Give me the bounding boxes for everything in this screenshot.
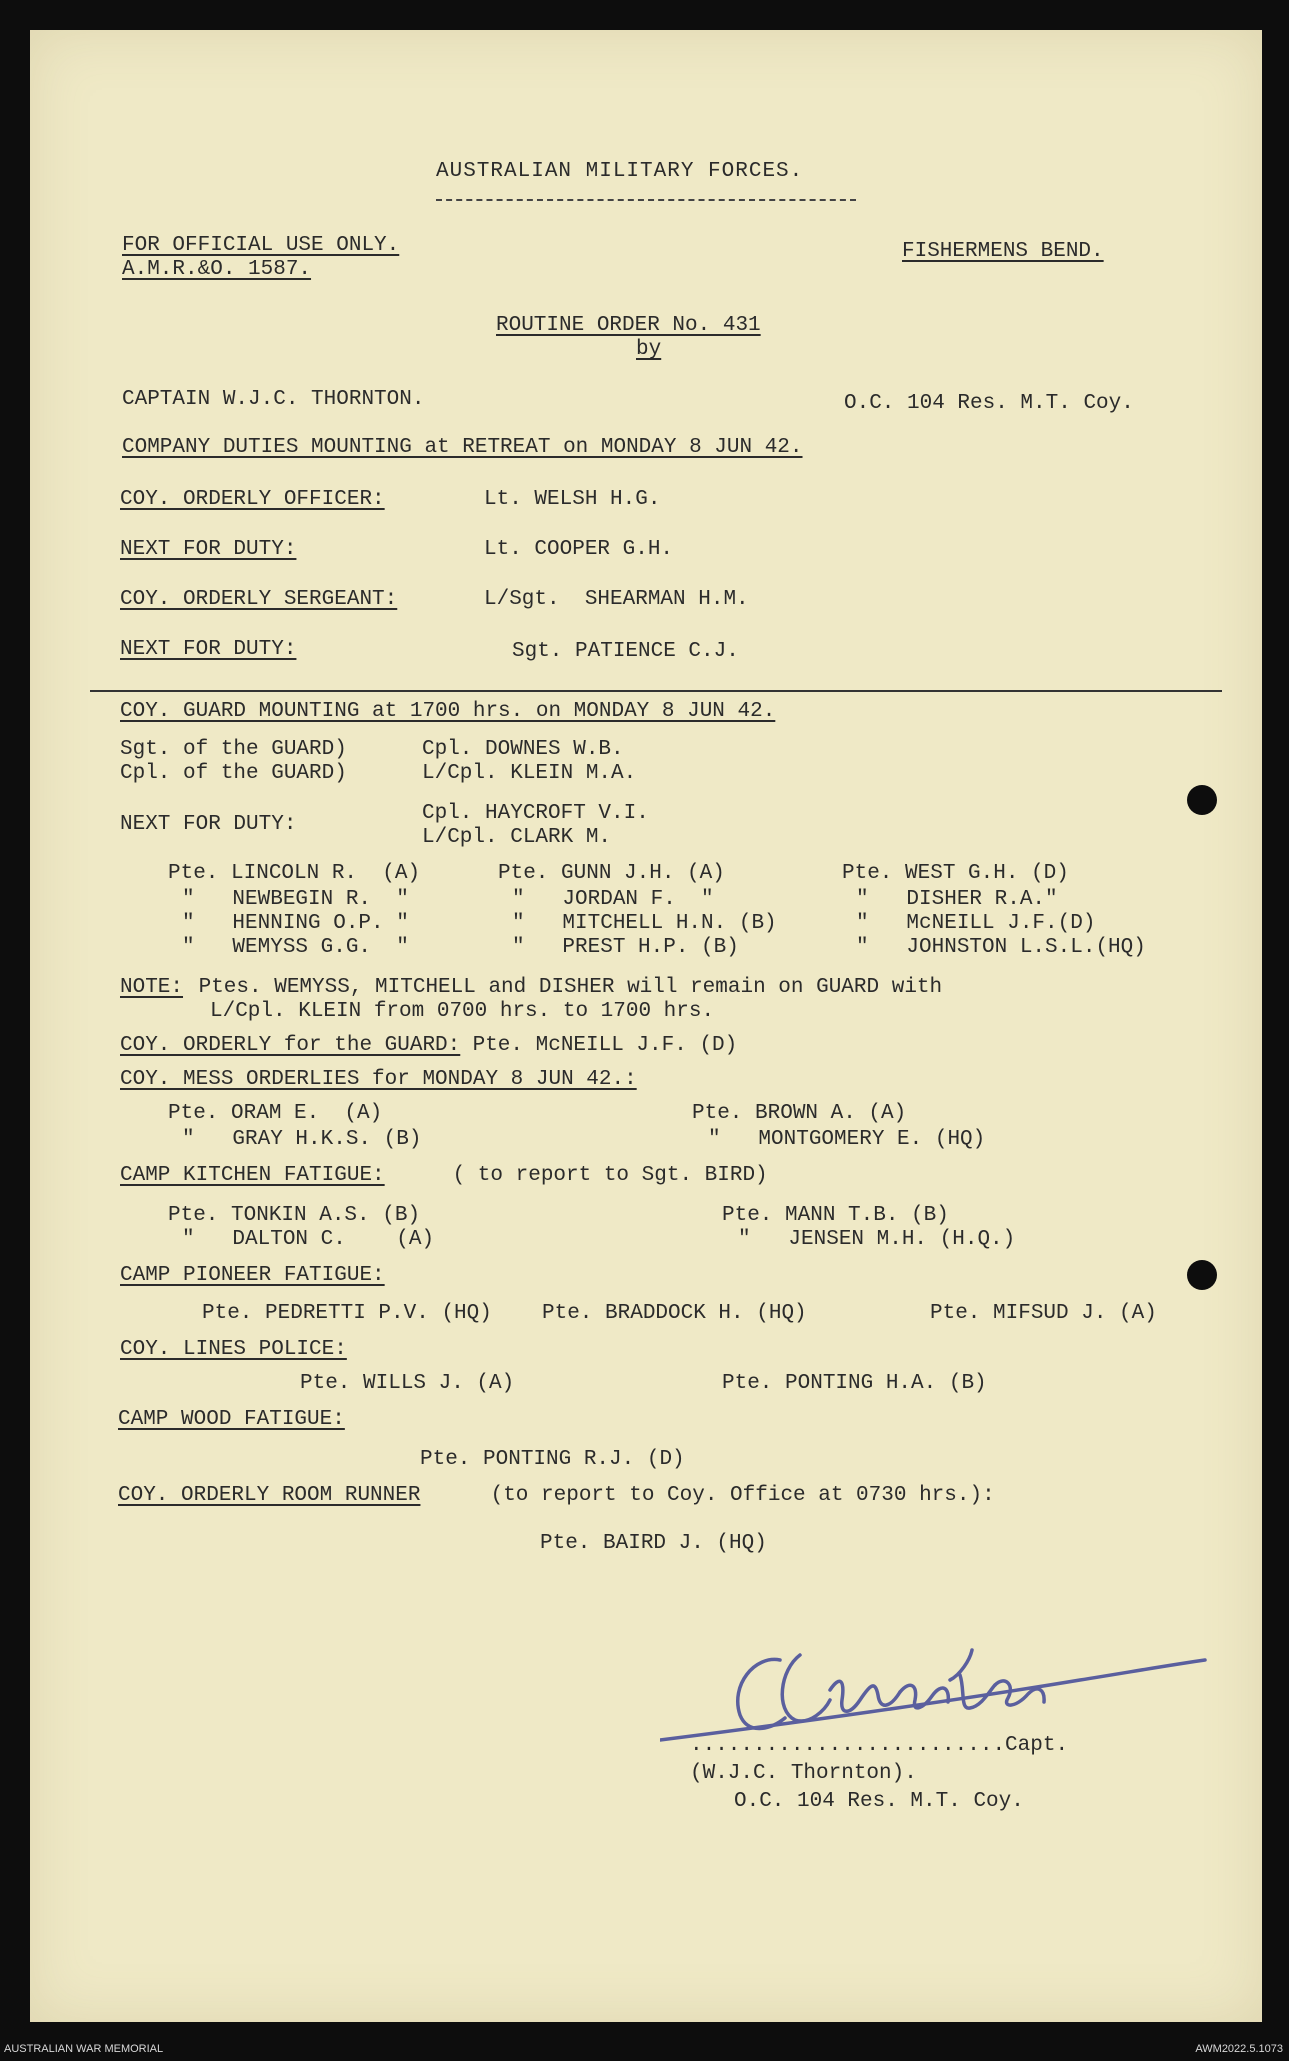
- pte-entry: " JOHNSTON L.S.L.(HQ): [856, 936, 1146, 959]
- kitchen-right-2: " JENSEN M.H. (H.Q.): [738, 1228, 1016, 1251]
- runner-label: COY. ORDERLY ROOM RUNNER: [118, 1484, 421, 1507]
- mess-left-1: Pte. ORAM E. (A): [168, 1102, 383, 1125]
- kitchen-note: ( to report to Sgt. BIRD): [440, 1164, 768, 1187]
- pte-entry: " McNEILL J.F.(D): [856, 912, 1096, 935]
- routine-order-number: ROUTINE ORDER No. 431: [496, 314, 761, 337]
- wood-entry: Pte. PONTING R.J. (D): [420, 1448, 685, 1471]
- company-duties-heading: COMPANY DUTIES MOUNTING at RETREAT on MONDAY 8 JUN 42.: [122, 436, 803, 459]
- oc-designation: O.C. 104 Res. M.T. Coy.: [844, 392, 1134, 415]
- pte-entry: Pte. WEST G.H. (D): [842, 862, 1069, 885]
- document-title: AUSTRALIAN MILITARY FORCES.: [436, 160, 804, 183]
- duty-label-orderly-sergeant: COY. ORDERLY SERGEANT:: [120, 588, 398, 611]
- signature-dots-line: .........................Capt.: [690, 1734, 1069, 1757]
- kitchen-left-1: Pte. TONKIN A.S. (B): [168, 1204, 421, 1227]
- guard-corporal-value: L/Cpl. KLEIN M.A.: [422, 762, 637, 785]
- guard-next-value-1: Cpl. HAYCROFT V.I.: [422, 802, 649, 825]
- duty-label-orderly-officer: COY. ORDERLY OFFICER:: [120, 488, 385, 511]
- note-label: NOTE:: [120, 976, 184, 999]
- guard-sergeant-value: Cpl. DOWNES W.B.: [422, 738, 624, 761]
- duty-value-next-sergeant: Sgt. PATIENCE C.J.: [512, 640, 739, 663]
- pte-entry: " MITCHELL H.N. (B): [512, 912, 777, 935]
- pioneer-entry-1: Pte. PEDRETTI P.V. (HQ): [202, 1302, 492, 1325]
- pte-entry: " JORDAN F. ": [512, 888, 714, 911]
- pioneer-entry-2: Pte. BRADDOCK H. (HQ): [542, 1302, 807, 1325]
- duty-label-next-sergeant: NEXT FOR DUTY:: [120, 638, 297, 661]
- signatory-name: (W.J.C. Thornton).: [690, 1762, 917, 1785]
- order-by: by: [636, 338, 662, 361]
- pte-entry: Pte. GUNN J.H. (A): [498, 862, 725, 885]
- duty-value-orderly-sergeant: L/Sgt. SHEARMAN H.M.: [484, 588, 749, 611]
- duty-value-orderly-officer: Lt. WELSH H.G.: [484, 488, 661, 511]
- runner-note: (to report to Coy. Office at 0730 hrs.):: [478, 1484, 995, 1507]
- footer-source: AUSTRALIAN WAR MEMORIAL: [4, 2043, 164, 2055]
- police-entry-1: Pte. WILLS J. (A): [300, 1372, 515, 1395]
- section-divider: [90, 690, 1222, 692]
- official-use-label: FOR OFFICIAL USE ONLY.: [122, 234, 400, 257]
- captain-name: CAPTAIN W.J.C. THORNTON.: [122, 388, 425, 411]
- guard-next-value-2: L/Cpl. CLARK M.: [422, 826, 612, 849]
- kitchen-label: CAMP KITCHEN FATIGUE:: [120, 1164, 385, 1187]
- police-entry-2: Pte. PONTING H.A. (B): [722, 1372, 987, 1395]
- title-dashed-rule: [436, 199, 856, 201]
- duty-value-next-officer: Lt. COOPER G.H.: [484, 538, 674, 561]
- footer-reference: AWM2022.5.1073: [1195, 2043, 1283, 2055]
- pte-entry: Pte. LINCOLN R. (A): [168, 862, 421, 885]
- orderly-guard-label: COY. ORDERLY for the GUARD:: [120, 1034, 461, 1057]
- guard-corporal-label: Cpl. of the GUARD): [120, 762, 347, 785]
- pioneer-entry-3: Pte. MIFSUD J. (A): [930, 1302, 1157, 1325]
- pte-entry: " DISHER R.A.": [856, 888, 1058, 911]
- mess-heading: COY. MESS ORDERLIES for MONDAY 8 JUN 42.:: [120, 1068, 637, 1091]
- note-line-1: Ptes. WEMYSS, MITCHELL and DISHER will remain on GUARD with: [186, 976, 943, 999]
- signature-strokes: [660, 1650, 1205, 1740]
- pte-entry: " HENNING O.P. ": [182, 912, 409, 935]
- orderly-guard-value: Pte. McNEILL J.F. (D): [460, 1034, 738, 1057]
- kitchen-right-1: Pte. MANN T.B. (B): [722, 1204, 949, 1227]
- duty-label-next-officer: NEXT FOR DUTY:: [120, 538, 297, 561]
- mess-right-1: Pte. BROWN A. (A): [692, 1102, 907, 1125]
- signatory-title: O.C. 104 Res. M.T. Coy.: [734, 1790, 1024, 1813]
- mess-right-2: " MONTGOMERY E. (HQ): [708, 1128, 986, 1151]
- guard-next-label: NEXT FOR DUTY:: [120, 813, 297, 836]
- guard-sergeant-label: Sgt. of the GUARD): [120, 738, 347, 761]
- amr-reference: A.M.R.&O. 1587.: [122, 258, 312, 281]
- punch-hole: [1187, 785, 1217, 815]
- location-label: FISHERMENS BEND.: [902, 240, 1104, 263]
- mess-left-2: " GRAY H.K.S. (B): [182, 1128, 422, 1151]
- guard-heading: COY. GUARD MOUNTING at 1700 hrs. on MONDAY 8 JUN 42.: [120, 700, 776, 723]
- pioneer-label: CAMP PIONEER FATIGUE:: [120, 1264, 385, 1287]
- police-label: COY. LINES POLICE:: [120, 1338, 347, 1361]
- kitchen-left-2: " DALTON C. (A): [182, 1228, 435, 1251]
- punch-hole: [1187, 1260, 1217, 1290]
- note-line-2: L/Cpl. KLEIN from 0700 hrs. to 1700 hrs.: [210, 1000, 715, 1023]
- pte-entry: " NEWBEGIN R. ": [182, 888, 409, 911]
- pte-entry: " PREST H.P. (B): [512, 936, 739, 959]
- pte-entry: " WEMYSS G.G. ": [182, 936, 409, 959]
- wood-label: CAMP WOOD FATIGUE:: [118, 1408, 345, 1431]
- runner-entry: Pte. BAIRD J. (HQ): [540, 1532, 767, 1555]
